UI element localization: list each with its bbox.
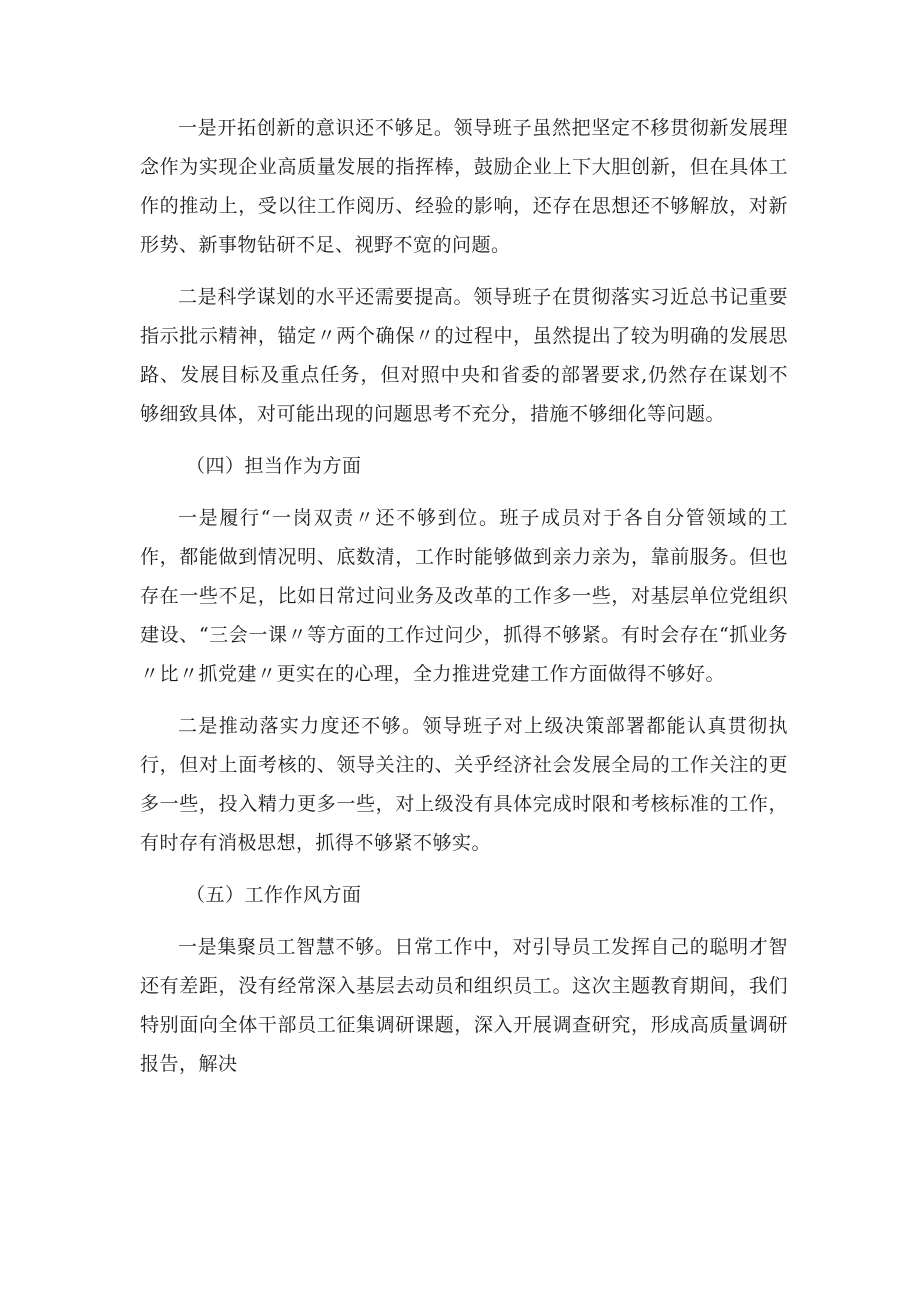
paragraph-innovation: 一是开拓创新的意识还不够足。领导班子虽然把坚定不移贯彻新发展理念作为实现企业高质量发展的指挥棒，鼓励企业上下大胆创新，但在具体工作的推动上，受以往工作阅历、经验的影响，还存在思想还不够解放，对新形势、新事物钻研不足、视野不宽的问题。 — [140, 117, 788, 256]
section-heading-responsibility: （四）担当作为方面 — [186, 455, 362, 477]
paragraph-planning: 二是科学谋划的水平还需要提高。领导班子在贯彻落实习近总书记重要指示批示精神，锚定〃两个确保〃的过程中，虽然提出了较为明确的发展思路、发展目标及重点任务，但对照中央和省委的部署要求,仍然存在谋划不够细致具体，对可能出现的问题思考不充分，措施不够细化等问题。 — [140, 286, 788, 425]
paragraph-implementation: 二是推动落实力度还不够。领导班子对上级决策部署都能认真贯彻执行，但对上面考核的、领导关注的、关乎经济社会发展全局的工作关注的更多一些，投入精力更多一些，对上级没有具体完成时限和考核标准的工作，有时存有消极思想，抓得不够紧不够实。 — [140, 715, 788, 854]
paragraph-employee-wisdom: 一是集聚员工智慧不够。日常工作中，对引导员工发挥自己的聪明才智还有差距，没有经常深入基层去动员和组织员工。这次主题教育期间，我们特别面向全体干部员工征集调研课题，深入开展调查研究，形成高质量调研报告，解决 — [140, 936, 788, 1075]
paragraph-dual-duty: 一是履行“一岗双责〃还不够到位。班子成员对于各自分管领域的工作，都能做到情况明、底数清，工作时能够做到亲力亲为，靠前服务。但也存在一些不足，比如日常过问业务及改革的工作多一些，对基层单位党组织建设、“三会一课〃等方面的工作过问少，抓得不够紧。有时会存在“抓业务〃比〃抓党建〃更实在的心理，全力推进党建工作方面做得不够好。 — [140, 507, 788, 685]
section-heading-work-style: （五）工作作风方面 — [186, 884, 362, 906]
